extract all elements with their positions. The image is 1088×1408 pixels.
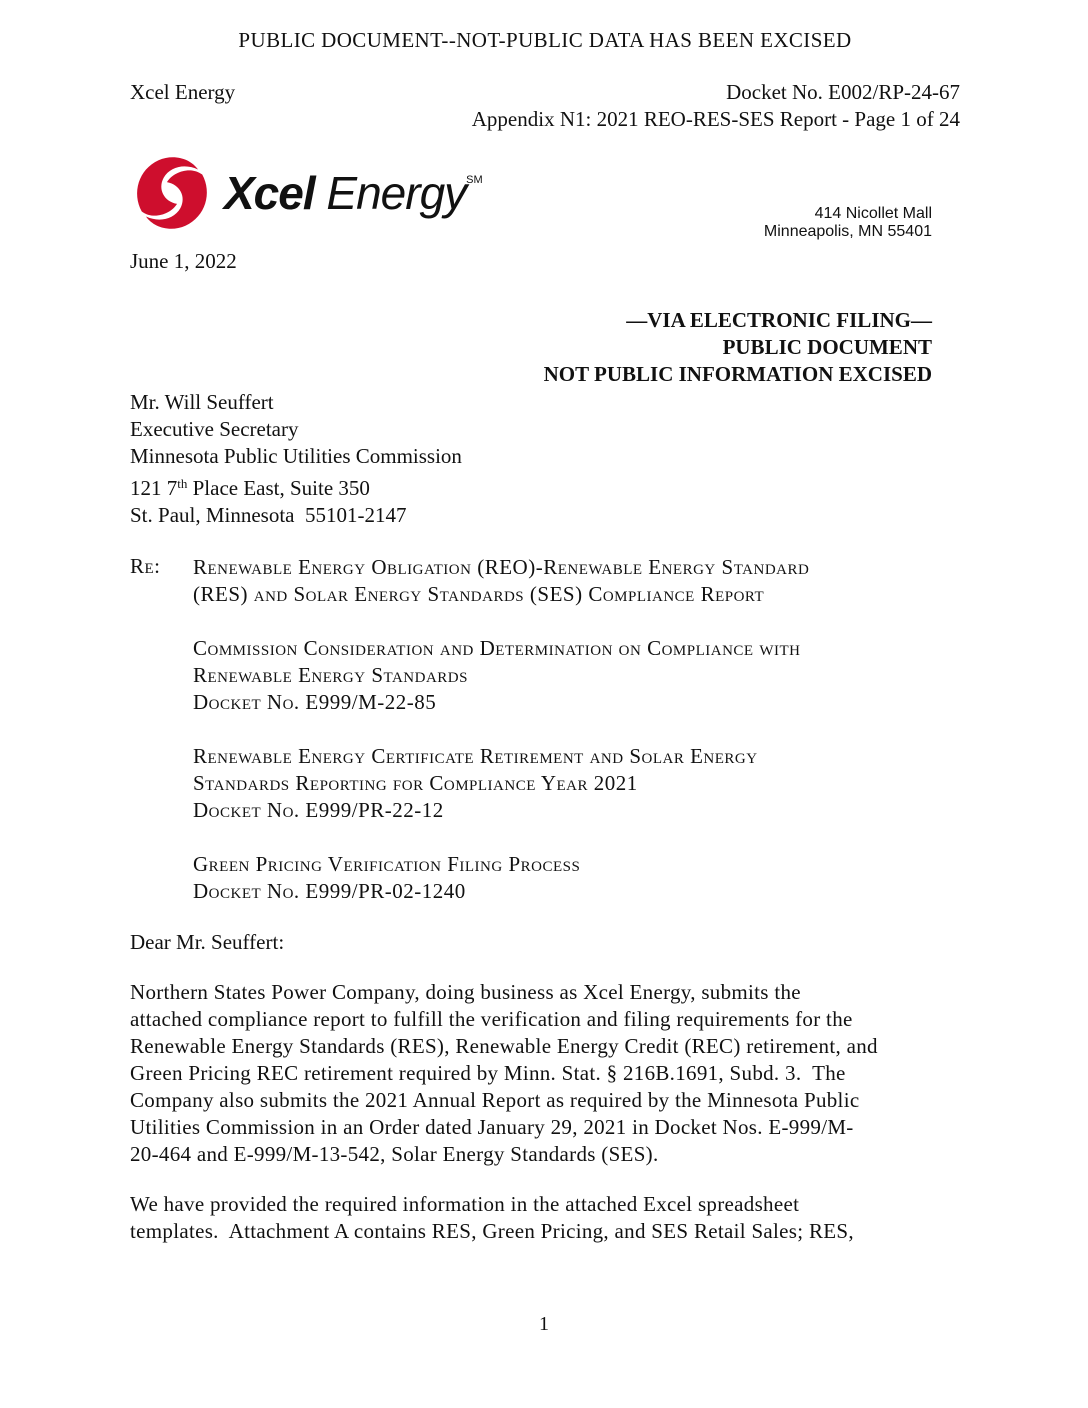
logo-address-row [130, 151, 960, 240]
text-line: Standards Reporting for Compliance Year 2021 [193, 771, 638, 795]
letter-date: June 1, 2022 [130, 249, 237, 273]
public-document-notice: PUBLIC DOCUMENT--NOT-PUBLIC DATA HAS BEEN EXCISED [238, 28, 852, 52]
xcel-swirl-icon [130, 151, 214, 235]
text-line: (RES) and Solar Energy Standards (SES) Compliance Report [193, 582, 765, 606]
filing-notice-block [130, 307, 932, 388]
re-group-commission-determination [193, 635, 960, 716]
address-city: Minneapolis, MN 55401 [763, 223, 932, 240]
re-group-certificate-retirement [193, 743, 960, 824]
ordinal-suffix: th [177, 476, 188, 491]
text-line: Renewable Energy Standards [193, 663, 468, 687]
docket-number: Docket No. E002/RP-24-67 [726, 80, 960, 104]
text-line: Renewable Energy Standards (RES), Renewable Energy Credit (REC) retirement, and [130, 1034, 878, 1058]
text-line: 20-464 and E-999/M-13-542, Solar Energy Standards (SES). [130, 1142, 659, 1166]
re-group-compliance-report [193, 554, 960, 608]
recipient-org: Minnesota Public Utilities Commission [130, 444, 462, 468]
company-address [764, 205, 932, 241]
recipient-street: 121 7th Place East, Suite 350 [130, 476, 370, 500]
text-line: Docket No. E999/PR-02-1240 [193, 879, 466, 903]
text-line: Commission Consideration and Determination on Compliance with [193, 636, 801, 660]
not-public-info-line: NOT PUBLIC INFORMATION EXCISED [543, 362, 932, 386]
recipient-title: Executive Secretary [130, 417, 299, 441]
body-paragraph-2 [130, 1191, 960, 1245]
recipient-address-block [130, 389, 960, 529]
doc-header-row [130, 79, 960, 133]
address-street: 414 Nicollet Mall [814, 205, 932, 222]
text-line: Docket No. E999/M-22-85 [193, 690, 437, 714]
text-line: Green Pricing Verification Filing Process [193, 852, 581, 876]
service-mark: SM [466, 174, 483, 186]
via-electronic-filing: —VIA ELECTRONIC FILING— [626, 308, 932, 332]
text-line: templates. Attachment A contains RES, Green Pricing, and SES Retail Sales; RES, [130, 1219, 854, 1243]
wordmark-xcel: Xcel [224, 167, 315, 219]
page-number: 1 [539, 1313, 549, 1335]
text-line: Renewable Energy Obligation (REO)-Renewable Energy Standard [193, 555, 810, 579]
text-line: Docket No. E999/PR-22-12 [193, 798, 444, 822]
appendix-page-info: Appendix N1: 2021 REO-RES-SES Report - Page 1 of 24 [471, 107, 960, 131]
wordmark-energy: Energy [314, 167, 467, 219]
header-company-name: Xcel Energy [130, 80, 236, 104]
recipient-city: St. Paul, Minnesota 55101-2147 [130, 503, 407, 527]
text-line: Company also submits the 2021 Annual Report as required by the Minnesota Public [130, 1088, 860, 1112]
re-subject-block [130, 554, 960, 905]
public-document-line: PUBLIC DOCUMENT [722, 335, 932, 359]
text-line: Utilities Commission in an Order dated January 29, 2021 in Docket Nos. E-999/M- [130, 1115, 854, 1139]
text-line: Green Pricing REC retirement required by Minn. Stat. § 216B.1691, Subd. 3. The [130, 1061, 846, 1085]
re-label: Re: [130, 554, 161, 578]
salutation: Dear Mr. Seuffert: [130, 930, 285, 954]
text-line: Renewable Energy Certificate Retirement and Solar Energy [193, 744, 758, 768]
body-paragraph-1 [130, 979, 960, 1168]
xcel-wordmark [224, 166, 483, 220]
text-line: attached compliance report to fulfill the verification and filing requirements for the [130, 1007, 853, 1031]
header-docket-block [472, 79, 960, 133]
recipient-name: Mr. Will Seuffert [130, 390, 274, 414]
text-line: We have provided the required information in the attached Excel spreadsheet [130, 1192, 800, 1216]
re-subject-groups [193, 554, 960, 905]
text-line: Northern States Power Company, doing business as Xcel Energy, submits the [130, 980, 801, 1004]
re-group-green-pricing [193, 851, 960, 905]
xcel-energy-logo [130, 151, 483, 235]
